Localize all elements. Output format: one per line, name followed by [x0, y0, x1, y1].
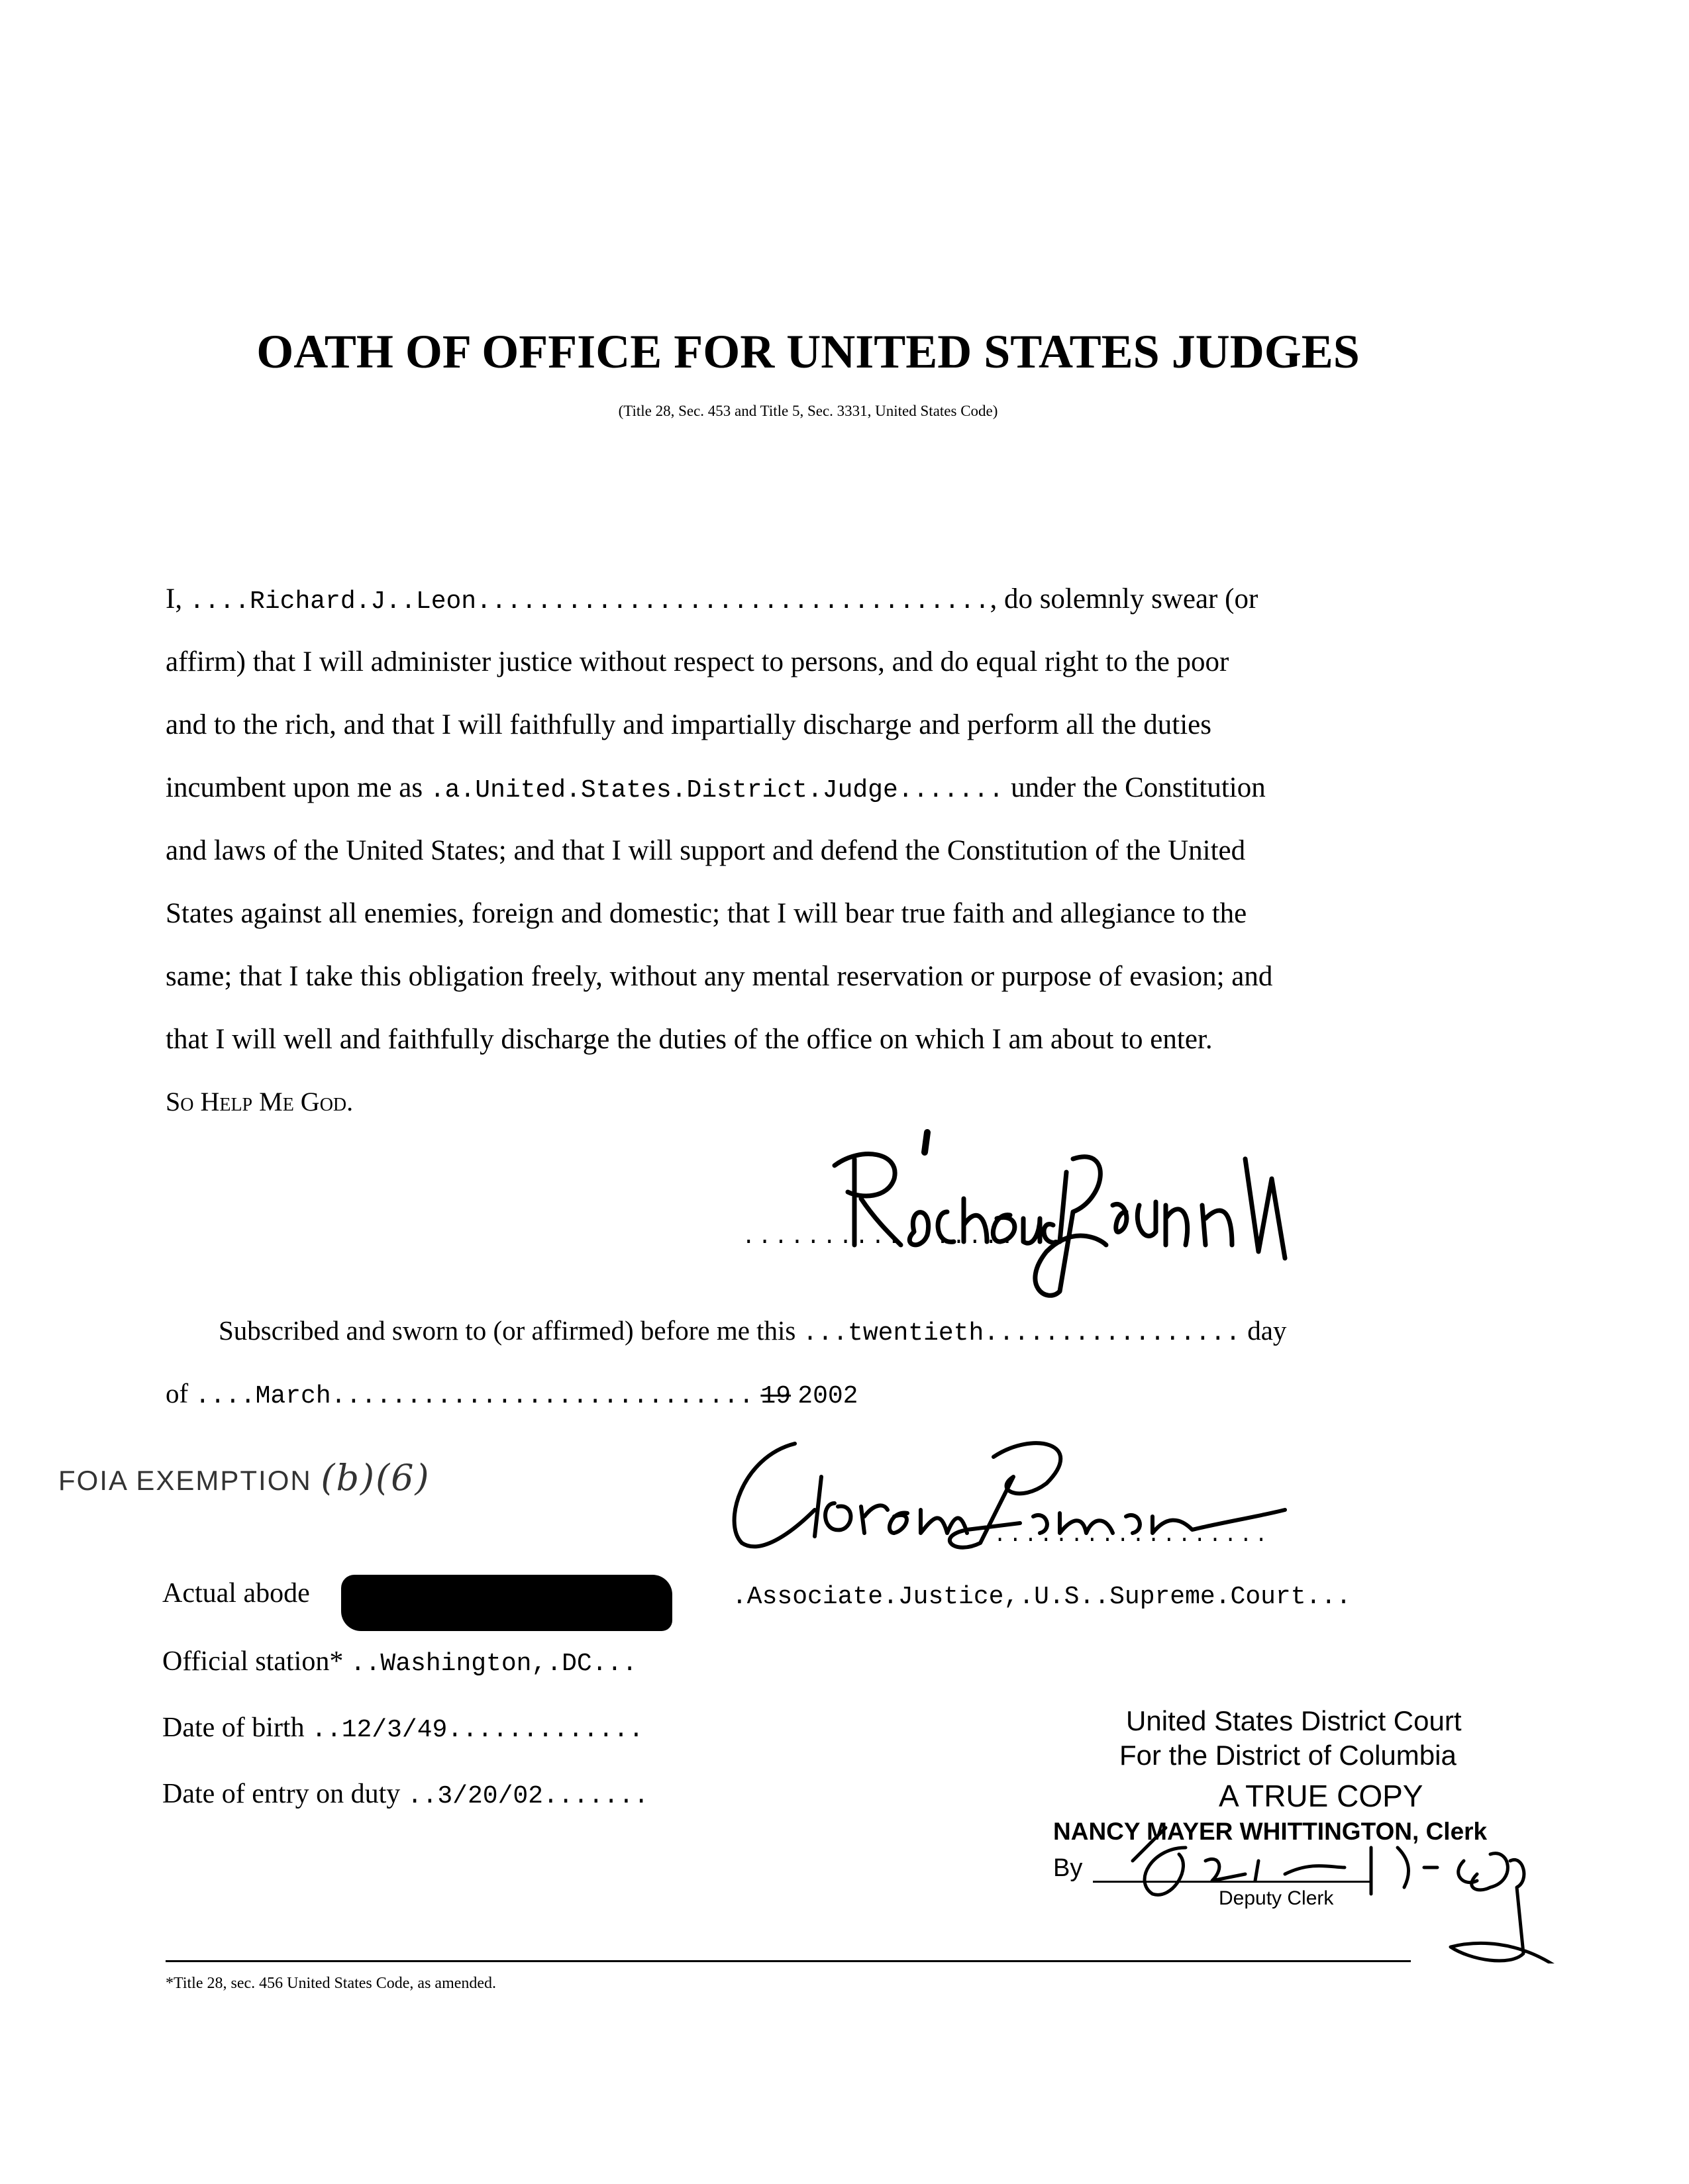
actual-abode-label: Actual abode: [162, 1578, 310, 1609]
oath-name-dots-after: ..................................: [476, 587, 990, 616]
date-of-birth-label: Date of birth: [162, 1712, 305, 1743]
entry-on-duty-field: [162, 1778, 649, 1811]
stamp-true-copy: A TRUE COPY: [1219, 1779, 1423, 1813]
clerk-signature: [1093, 1821, 1557, 1963]
subscription-day-word: day: [1247, 1315, 1287, 1346]
date-of-birth-field: [162, 1712, 644, 1744]
oath-line-2: affirm) that I will administer justice without respect to persons, and do equal right to the poor: [166, 646, 1229, 677]
date-of-birth-value: ..12/3/49.............: [311, 1716, 644, 1744]
oath-line-5: and laws of the United States; and that I will support and defend the Constitution of the United: [166, 835, 1246, 866]
oath-name-dots-before: ....: [189, 587, 250, 616]
footnote-rule: [166, 1960, 1411, 1962]
subscription-day: ...twentieth.................: [802, 1319, 1241, 1348]
oath-closing: So Help Me God.: [166, 1087, 354, 1117]
oath-line-3: and to the rich, and that I will faithfully and impartially discharge and perform all the duties: [166, 709, 1211, 740]
oath-line-4-suffix: under the Constitution: [1011, 772, 1266, 803]
official-station-label: Official station*: [162, 1646, 344, 1677]
oath-judge-name: Richard.J..Leon: [250, 587, 477, 616]
footnote: *Title 28, sec. 456 United States Code, as amended.: [166, 1975, 497, 1992]
oath-line-8: that I will well and faithfully discharge the duties of the office on which I am about to enter.: [166, 1024, 1213, 1055]
oath-line-7: same; that I take this obligation freely, without any mental reservation or purpose of evasion; and: [166, 961, 1273, 992]
stamp-by: By: [1053, 1854, 1083, 1882]
official-station-field: [162, 1646, 637, 1678]
judge-signature: [821, 1119, 1325, 1305]
subscription-text: Subscribed and sworn to (or affirmed) before me this: [219, 1315, 796, 1346]
subscription-of: of: [166, 1378, 189, 1409]
foia-exemption-note: [58, 1457, 431, 1499]
stamp-clerk-name: NANCY MAYER WHITTINGTON, Clerk: [1053, 1818, 1488, 1845]
oath-line-4-prefix: incumbent upon me as: [166, 772, 423, 803]
oath-pronoun: I,: [166, 583, 183, 615]
subscription-year: 2002: [797, 1382, 858, 1411]
official-station-value: ..Washington,.DC...: [350, 1650, 638, 1678]
entry-on-duty-value: ..3/20/02.......: [407, 1782, 649, 1811]
foia-label: FOIA EXEMPTION: [58, 1465, 312, 1496]
oath-line-4: [166, 771, 1266, 805]
redaction-block: [341, 1575, 672, 1631]
subscription-line-1: [219, 1315, 1286, 1348]
oath-position: .a.United.States.District.Judge.......: [429, 776, 1004, 805]
oath-line-6: States against all enemies, foreign and domestic; that I will bear true faith and allegiance to the: [166, 898, 1247, 929]
justice-signature-line: ..................: [994, 1523, 1270, 1548]
stamp-court: United States District Court: [1126, 1705, 1462, 1736]
statute-citation: (Title 28, Sec. 453 and Title 5, Sec. 3331, United States Code): [618, 403, 998, 419]
entry-on-duty-label: Date of entry on duty: [162, 1779, 401, 1809]
judge-signature-line: ........... ........: [742, 1225, 1066, 1250]
oath-line-1: [166, 583, 1258, 616]
document-title: OATH OF OFFICE FOR UNITED STATES JUDGES: [256, 325, 1360, 378]
foia-code: (b)(6): [321, 1457, 431, 1499]
subscription-line-2: [166, 1377, 858, 1411]
subscription-year-prefix: 19: [760, 1382, 792, 1411]
stamp-district: For the District of Columbia: [1119, 1740, 1457, 1771]
subscription-month: ....March............................: [195, 1382, 754, 1411]
oath-line-1-suffix: , do solemnly swear (or: [990, 583, 1258, 615]
true-copy-stamp: [1053, 1705, 1557, 1963]
stamp-deputy-clerk: Deputy Clerk: [1219, 1887, 1334, 1909]
administering-officer-title: .Associate.Justice,.U.S..Supreme.Court...: [732, 1583, 1351, 1611]
